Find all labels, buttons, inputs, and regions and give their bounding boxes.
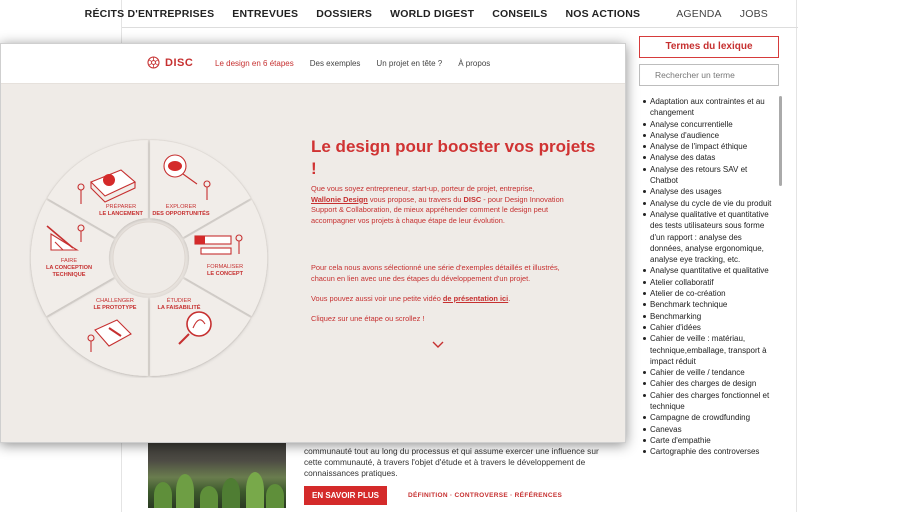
lexique-term[interactable]: Analyse de l'impact éthique — [643, 141, 775, 152]
lexique-term[interactable]: Analyse d'audience — [643, 130, 775, 141]
step-explorer-line2[interactable]: DES OPPORTUNITÉS — [152, 211, 210, 217]
video-text-b: . — [508, 294, 511, 303]
nav-des-exemples[interactable]: Des exemples — [309, 59, 361, 68]
step-challenger-line2[interactable]: LE PROTOTYPE — [93, 305, 137, 311]
lexique-term[interactable]: Cahier des charges fonctionnel et technique — [643, 390, 775, 413]
disc-navigation — [215, 59, 490, 68]
disc-brand-name: DISC — [165, 56, 194, 69]
video-presentation-link[interactable]: de présentation ici — [442, 294, 509, 303]
lexique-term[interactable]: Analyse des retours SAV et Chatbot — [643, 164, 775, 187]
step-explorer-line1[interactable]: EXPLORER — [165, 204, 197, 210]
background-article-card — [148, 440, 618, 512]
lexique-term[interactable]: Analyse des usages — [643, 186, 775, 197]
article-excerpt: communauté tout au long du processus et qui assume exercer une influence sur cette communauté, à travers l'objet d'étude et à travers le développement de connaissances pratiques. — [304, 446, 599, 478]
nav-conseils[interactable]: CONSEILS — [492, 7, 548, 20]
hero-title-exclamation: ! — [311, 159, 317, 178]
lexique-term[interactable]: Cahier des charges de design — [643, 378, 775, 389]
intro-paragraph — [311, 184, 569, 226]
disc-brand[interactable] — [147, 56, 193, 69]
step-challenger-line1[interactable]: CHALLENGER — [96, 298, 134, 304]
video-text-a: Vous pouvez aussi voir une petite vidéo — [311, 294, 443, 303]
lexique-search-input[interactable] — [639, 64, 779, 86]
lexique-term[interactable]: Atelier de co-création — [643, 288, 775, 299]
lexique-term[interactable]: Cahier d'idées — [643, 322, 775, 333]
click-step-hint: Cliquez sur une étape ou scrollez ! — [311, 314, 425, 323]
article-image — [148, 440, 286, 508]
lexique-term[interactable]: Analyse des datas — [643, 152, 775, 163]
nav-a-propos[interactable]: À propos — [458, 59, 491, 68]
nav-world-digest[interactable]: WORLD DIGEST — [390, 7, 475, 20]
disc-logo-icon — [147, 56, 160, 69]
lexique-term[interactable]: Cahier de veille : matériau, technique,emballage, transport à impact réduit — [643, 333, 775, 367]
step-faire-line3[interactable]: TECHNIQUE — [52, 272, 86, 278]
lexique-term[interactable]: Cartographie des controverses — [643, 446, 775, 457]
hero-title — [311, 136, 611, 180]
lexique-sidebar — [639, 36, 779, 457]
step-etudier-line2[interactable]: LA FAISABILITÉ — [157, 305, 201, 311]
article-tags[interactable]: DÉFINITION · CONTROVERSE · RÉFÉRENCES — [408, 492, 563, 499]
top-navigation — [84, 0, 798, 28]
step-faire-line1[interactable]: FAIRE — [60, 258, 78, 264]
lexique-term[interactable]: Cahier de veille / tendance — [643, 367, 775, 378]
intro-text-b: vous propose, au travers du — [367, 194, 464, 204]
intro-text-a: Que vous soyez entrepreneur, start-up, porteur de projet, entreprise, — [311, 184, 535, 193]
lexique-term[interactable]: Analyse concurrentielle — [643, 119, 775, 130]
examples-paragraph: Pour cela nous avons sélectionné une série d'exemples détaillés et illustrés, chacun en lien avec une des étapes du développement d'un projet. — [311, 263, 560, 283]
nav-nos-actions[interactable]: NOS ACTIONS — [565, 7, 641, 20]
nav-agenda[interactable]: AGENDA — [676, 7, 722, 20]
lexique-button[interactable]: Termes du lexique — [639, 36, 779, 58]
lexique-term[interactable]: Carte d'empathie — [643, 435, 775, 446]
video-paragraph — [311, 294, 569, 305]
nav-recits[interactable]: RÉCITS D'ENTREPRISES — [84, 7, 215, 20]
nav-dossiers[interactable]: DOSSIERS — [316, 7, 373, 20]
step-formaliser-line1[interactable]: FORMALISER — [206, 264, 244, 270]
step-preparer-line1[interactable]: PRÉPARER — [105, 204, 137, 210]
lexique-term[interactable]: Canevas — [643, 424, 775, 435]
nav-jobs[interactable]: JOBS — [739, 7, 768, 20]
lexique-term[interactable]: Analyse qualitative et quantitative des tests utilisateurs sous forme d'un rapport : analyse des données, analyse ergonomique, analyse eye tracking, etc. — [643, 209, 775, 265]
nav-design-6-etapes[interactable]: Le design en 6 étapes — [215, 59, 294, 68]
nav-projet-en-tete[interactable]: Un projet en tête ? — [376, 59, 443, 68]
lexique-term[interactable]: Analyse du cycle de vie du produit — [643, 198, 775, 209]
intro-text-c: - pour Design Innovation Support & Collaboration, de mieux appréhender comment le design peut accompagner vos projets à chaque étape de leur évolution. — [311, 194, 564, 225]
wallonie-design-link[interactable]: Wallonie Design — [311, 194, 368, 204]
disc-overlay-window — [0, 43, 626, 443]
step-preparer-line2[interactable]: LE LANCEMENT — [99, 211, 143, 217]
step-formaliser-line2[interactable]: LE CONCEPT — [206, 271, 244, 277]
lexique-scrollbar[interactable] — [779, 96, 782, 186]
disc-bold: DISC — [463, 194, 482, 204]
lexique-term[interactable]: Analyse quantitative et qualitative — [643, 265, 775, 276]
lexique-term[interactable]: Atelier collaboratif — [643, 277, 775, 288]
nav-entrevues[interactable]: ENTREVUES — [232, 7, 299, 20]
scroll-down-chevron-icon[interactable] — [431, 340, 445, 350]
hero-title-main: Le design pour booster vos projets — [311, 137, 596, 156]
step-faire-line2[interactable]: LA CONCEPTION — [45, 265, 93, 271]
lexique-term[interactable]: Benchmarking — [643, 311, 775, 322]
step-etudier-line1[interactable]: ÉTUDIER — [166, 298, 192, 304]
disc-header — [1, 44, 626, 84]
design-steps-wheel — [29, 138, 269, 378]
lexique-term-list — [643, 96, 775, 458]
en-savoir-plus-button[interactable]: EN SAVOIR PLUS — [304, 486, 387, 505]
lexique-term[interactable]: Adaptation aux contraintes et au changement — [643, 96, 775, 119]
lexique-term[interactable]: Benchmark technique — [643, 299, 775, 310]
lexique-term[interactable]: Campagne de crowdfunding — [643, 412, 775, 423]
